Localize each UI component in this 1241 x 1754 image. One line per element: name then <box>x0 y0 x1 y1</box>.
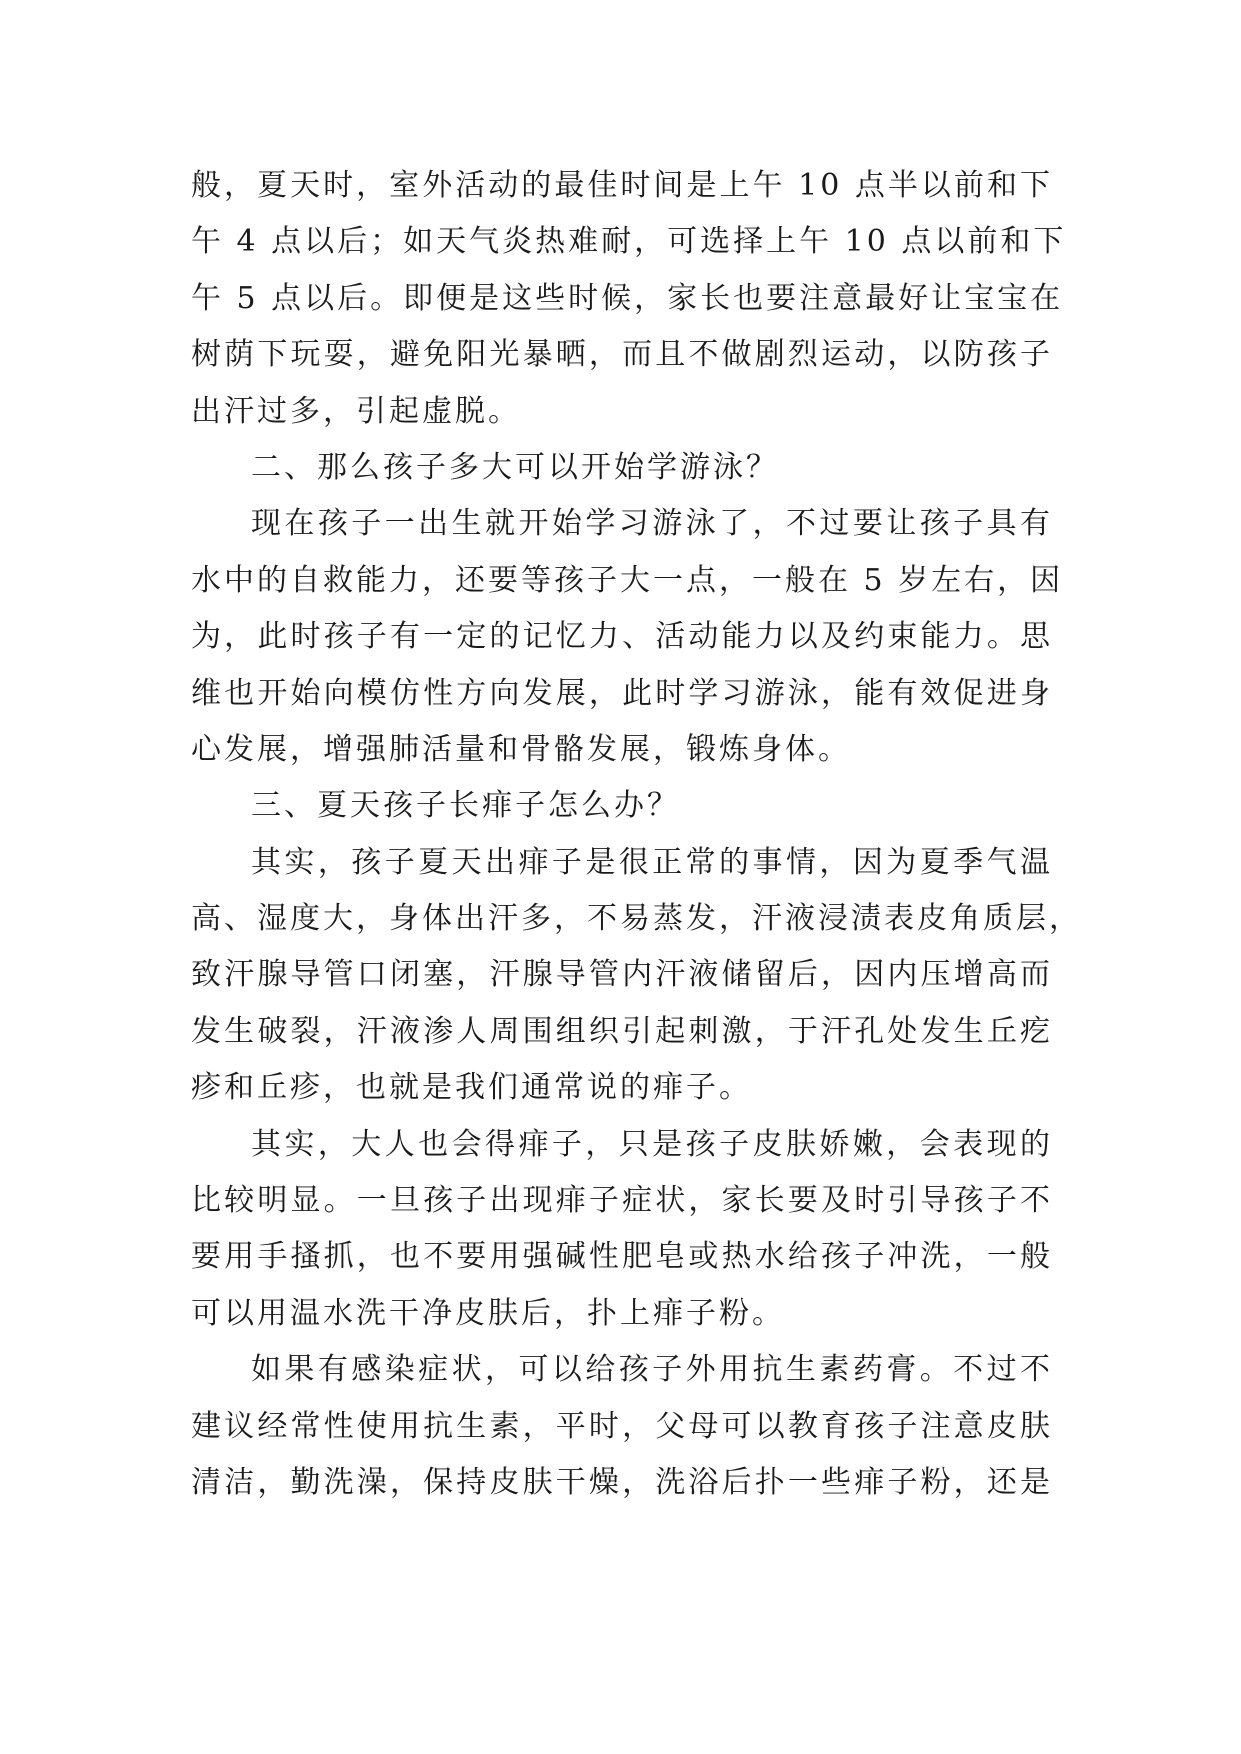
paragraph <box>191 496 1064 778</box>
text-line: 发生破裂，汗液渗人周围组织引起刺激，于汗孔处发生丘疙 <box>191 1013 1053 1049</box>
text-line: 疹和丘疹，也就是我们通常说的痱子。 <box>191 1070 752 1106</box>
text-line: 心发展，增强肺活量和骨骼发展，锻炼身体。 <box>191 731 851 767</box>
text-line: 致汗腺导管口闭塞，汗腺导管内汗液储留后，因内压增高而 <box>191 957 1053 993</box>
paragraph <box>191 1117 1053 1343</box>
text-line: 水中的自救能力，还要等孩子大一点，一般在 5 岁左右，因 <box>191 562 1064 598</box>
text-line: 建议经常性使用抗生素，平时，父母可以教育孩子注意皮肤 <box>191 1408 1053 1444</box>
heading-text: 二、那么孩子多大可以开始学游泳？ <box>251 449 779 485</box>
text-line: 高、湿度大，身体出汗多，不易蒸发，汗液浸渍表皮角质层， <box>191 901 1082 937</box>
text-line: 树荫下玩耍，避免阳光暴晒，而且不做剧烈运动，以防孩子 <box>191 337 1053 373</box>
text-line: 如果有感染症状，可以给孩子外用抗生素药膏。不过不 <box>251 1352 1053 1388</box>
text-line: 清洁，勤洗澡，保持皮肤干燥，洗浴后扑一些痱子粉，还是 <box>191 1464 1053 1500</box>
section-heading <box>191 440 1053 496</box>
text-line: 般，夏天时，室外活动的最佳时间是上午 10 点半以前和下 <box>191 168 1053 203</box>
text-line: 维也开始向模仿性方向发展，此时学习游泳，能有效促进身 <box>191 675 1053 711</box>
paragraph <box>191 158 1067 440</box>
heading-text: 三、夏天孩子长痱子怎么办？ <box>251 788 680 824</box>
text-line: 为，此时孩子有一定的记忆力、活动能力以及约束能力。思 <box>191 619 1053 655</box>
paragraph <box>191 835 1082 1117</box>
text-line: 可以用温水洗干净皮肤后，扑上痱子粉。 <box>191 1295 785 1331</box>
text-line: 现在孩子一出生就开始学习游泳了，不过要让孩子具有 <box>251 506 1053 542</box>
text-line: 其实，大人也会得痱子，只是孩子皮肤娇嫩，会表现的 <box>251 1126 1053 1162</box>
document-body <box>191 158 1082 1511</box>
paragraph <box>191 1342 1053 1511</box>
text-line: 要用手搔抓，也不要用强碱性肥皂或热水给孩子冲洗，一般 <box>191 1239 1053 1275</box>
text-line: 午 5 点以后。即便是这些时候，家长也要注意最好让宝宝在 <box>191 280 1064 316</box>
section-heading <box>191 778 1053 834</box>
text-line: 比较明显。一旦孩子出现痱子症状，家长要及时引导孩子不 <box>191 1183 1053 1219</box>
text-line: 其实，孩子夏天出痱子是很正常的事情，因为夏季气温 <box>251 844 1053 880</box>
text-line: 出汗过多，引起虚脱。 <box>191 393 521 429</box>
text-line: 午 4 点以后；如天气炎热难耐，可选择上午 10 点以前和下 <box>191 224 1067 260</box>
